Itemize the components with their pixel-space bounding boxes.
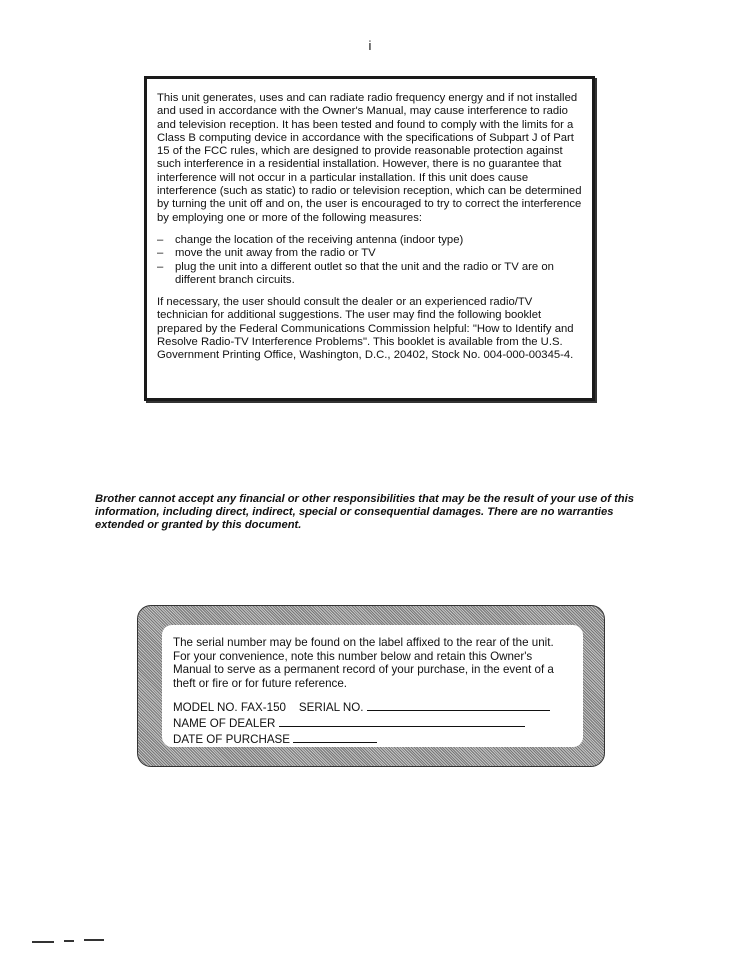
serial-record-frame — [137, 605, 605, 767]
model-label: MODEL NO. FAX-150 — [173, 701, 286, 715]
serial-record-intro: The serial number may be found on the label affixed to the rear of the unit. For your convenience, note this number below and retain this Owner's Manual to serve as a permanent record of your purchase, in the event of a theft or fire or for future reference. — [173, 636, 554, 690]
measure-item — [157, 234, 583, 247]
measure-text: change the location of the receiving antenna (indoor type) — [175, 233, 464, 246]
model-serial-line — [173, 699, 573, 715]
dealer-line — [173, 715, 573, 731]
scan-edge-marks — [32, 935, 112, 945]
measure-item — [157, 247, 583, 260]
serial-label: SERIAL NO. — [298, 701, 364, 715]
dealer-label: NAME OF DEALER — [173, 716, 276, 730]
fcc-notice-box — [144, 76, 595, 401]
dealer-name-blank — [279, 715, 525, 727]
measure-item — [157, 261, 583, 288]
page-number: i — [368, 38, 372, 53]
measure-text: move the unit away from the radio or TV — [175, 247, 376, 260]
fcc-notice-paragraph: This unit generates, uses and can radiate radio frequency energy and if not installed and used in accordance with the Owner's Manual, may cause interference to radio and television reception. It has been tested and found to comply with the limits for a Class B computing device in accordance with the specifications of Subpart J of Part 15 of the FCC rules, which are designed to provide reasonable protection against such interference in a residential installation. However, there is no guarantee that interference will not occur in a particular installation. If this unit does cause interference (such as static) to radio or television reception, which can be determined by turning the unit off and on, the user is encouraged to try to correct the interference by employing one or more of the following measures: — [157, 92, 582, 224]
interference-measures-list — [157, 234, 583, 287]
purchase-date-blank — [293, 731, 377, 743]
serial-number-blank — [367, 699, 550, 711]
purchase-date-label: DATE OF PURCHASE — [173, 732, 291, 746]
dash-bullet: – — [157, 233, 164, 246]
purchase-date-line — [173, 731, 573, 747]
serial-record-panel — [162, 625, 583, 747]
fcc-booklet-paragraph: If necessary, the user should consult the dealer or an experienced radio/TV technician for additional suggestions. The user may find the following booklet prepared by the Federal Communications Commission helpful: "How to Identify and Resolve Radio-TV Interference Problems". This booklet is available from the U.S. Government Printing Office, Washington, D.C., 20402, Stock No. 004-000-00345-4. — [157, 296, 574, 362]
measure-text: plug the unit into a different outlet so that the unit and the radio or TV are on different branch circuits. — [175, 260, 554, 286]
dash-bullet: – — [157, 260, 164, 273]
liability-disclaimer: Brother cannot accept any financial or other responsibilities that may be the result of your use of this information, including direct, indirect, special or consequential damages. There are no warranties extended or granted by this document. — [95, 493, 634, 532]
dash-bullet: – — [157, 247, 164, 260]
